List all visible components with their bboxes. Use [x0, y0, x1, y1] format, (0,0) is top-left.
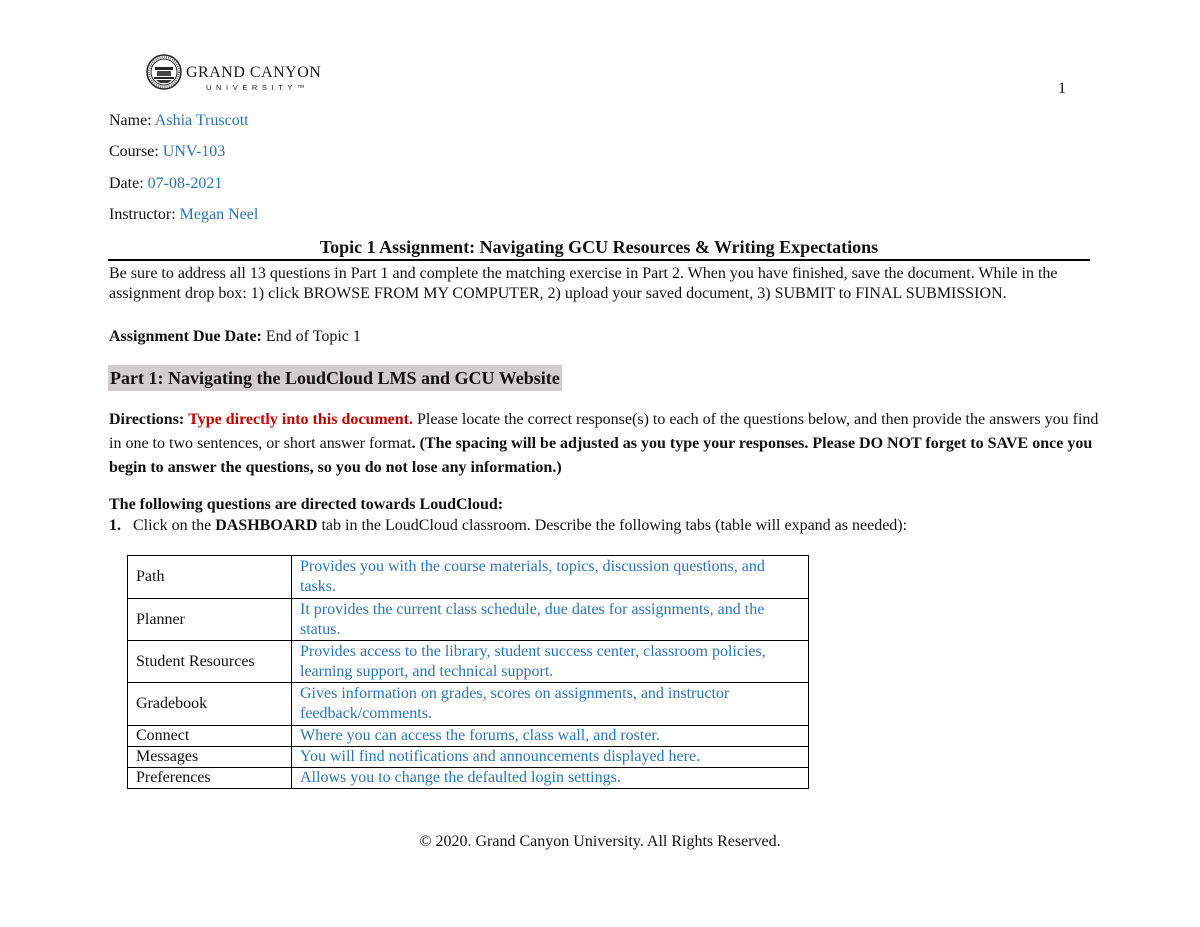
table-row [128, 768, 809, 789]
instructor-value[interactable]: Megan Neel [179, 206, 259, 223]
table-row [128, 747, 809, 768]
instructor-line [109, 206, 258, 224]
date-value[interactable]: 07-08-2021 [147, 175, 223, 192]
gcu-logo [146, 54, 336, 98]
tab-name-cell: Student Resources [128, 641, 292, 683]
questions-heading: The following questions are directed towards LoudCloud: [109, 496, 504, 513]
tab-name-cell: Planner [128, 599, 292, 641]
tab-description-cell[interactable]: Gives information on grades, scores on assignments, and instructor feedback/comments. [292, 683, 809, 726]
copyright-footer: © 2020. Grand Canyon University. All Rights Reserved. [419, 833, 781, 850]
course-label: Course: [109, 143, 159, 160]
question-1-prefix: Click on the [133, 517, 212, 534]
assignment-title: Topic 1 Assignment: Navigating GCU Resources & Writing Expectations [319, 237, 879, 257]
tab-description-cell[interactable]: It provides the current class schedule, due dates for assignments, and the status. [292, 599, 809, 641]
directions-period: . [411, 435, 416, 452]
directions-text: Please locate the correct response(s) to each of the questions below, and then provide the answers you find in one to two sentences, or short answer format [109, 411, 1099, 452]
tab-description-cell[interactable]: Provides you with the course materials, topics, discussion questions, and tasks. [292, 556, 809, 599]
tab-name-cell: Gradebook [128, 683, 292, 726]
date-line [109, 175, 222, 193]
table-row [128, 726, 809, 747]
directions-note: (The spacing will be adjusted as you type your responses. Please DO NOT forget to SAVE once you begin to answer the questions, so you do not lose any information.) [109, 435, 1093, 476]
directions-paragraph [109, 408, 1099, 480]
question-1-suffix: tab in the LoudCloud classroom. Describe the following tabs (table will expand as needed): [321, 517, 908, 534]
question-1-keyword: DASHBOARD [215, 517, 318, 534]
dashboard-tabs-table [127, 555, 809, 789]
course-value[interactable]: UNV-103 [162, 143, 226, 160]
due-date-value: End of Topic 1 [265, 328, 361, 345]
tab-description-cell[interactable]: Provides access to the library, student success center, classroom policies, learning support, and technical support. [292, 641, 809, 683]
directions-label: Directions: [109, 411, 185, 428]
tab-description-cell[interactable]: Where you can access the forums, class wall, and roster. [292, 726, 809, 747]
name-label: Name: [109, 112, 152, 129]
part1-heading: Part 1: Navigating the LoudCloud LMS and GCU Website [108, 365, 562, 391]
question-1 [109, 517, 907, 535]
tab-description-cell[interactable]: Allows you to change the defaulted login settings. [292, 768, 809, 789]
logo-subtitle: UNIVERSITY™ [206, 83, 310, 92]
logo-name: GRAND CANYON [186, 64, 322, 81]
tab-name-cell: Messages [128, 747, 292, 768]
table-row [128, 683, 809, 726]
instructor-label: Instructor: [109, 206, 176, 223]
tab-description-cell[interactable]: You will find notifications and announcements displayed here. [292, 747, 809, 768]
directions-highlight: Type directly into this document. [188, 411, 413, 428]
title-divider [108, 259, 1090, 261]
assignment-intro: Be sure to address all 13 questions in Part 1 and complete the matching exercise in Part 2. When you have finished, save the document. While in the assignment drop box: 1) click BROWSE FROM MY COMPUTER, 2) upload your saved document, 3) SUBMIT to FINAL SUBMISSION. [109, 265, 1058, 302]
page-number: 1 [1058, 80, 1066, 97]
due-date-line [109, 328, 361, 346]
due-date-label: Assignment Due Date: [109, 328, 262, 345]
date-label: Date: [109, 175, 144, 192]
question-1-number: 1. [109, 517, 121, 534]
name-line [109, 112, 249, 130]
tab-name-cell: Connect [128, 726, 292, 747]
course-line [109, 143, 225, 161]
table-row [128, 599, 809, 641]
name-value[interactable]: Ashia Truscott [154, 112, 249, 129]
tab-name-cell: Path [128, 556, 292, 599]
tab-name-cell: Preferences [128, 768, 292, 789]
table-row [128, 556, 809, 599]
university-seal-icon [146, 54, 182, 90]
table-row [128, 641, 809, 683]
